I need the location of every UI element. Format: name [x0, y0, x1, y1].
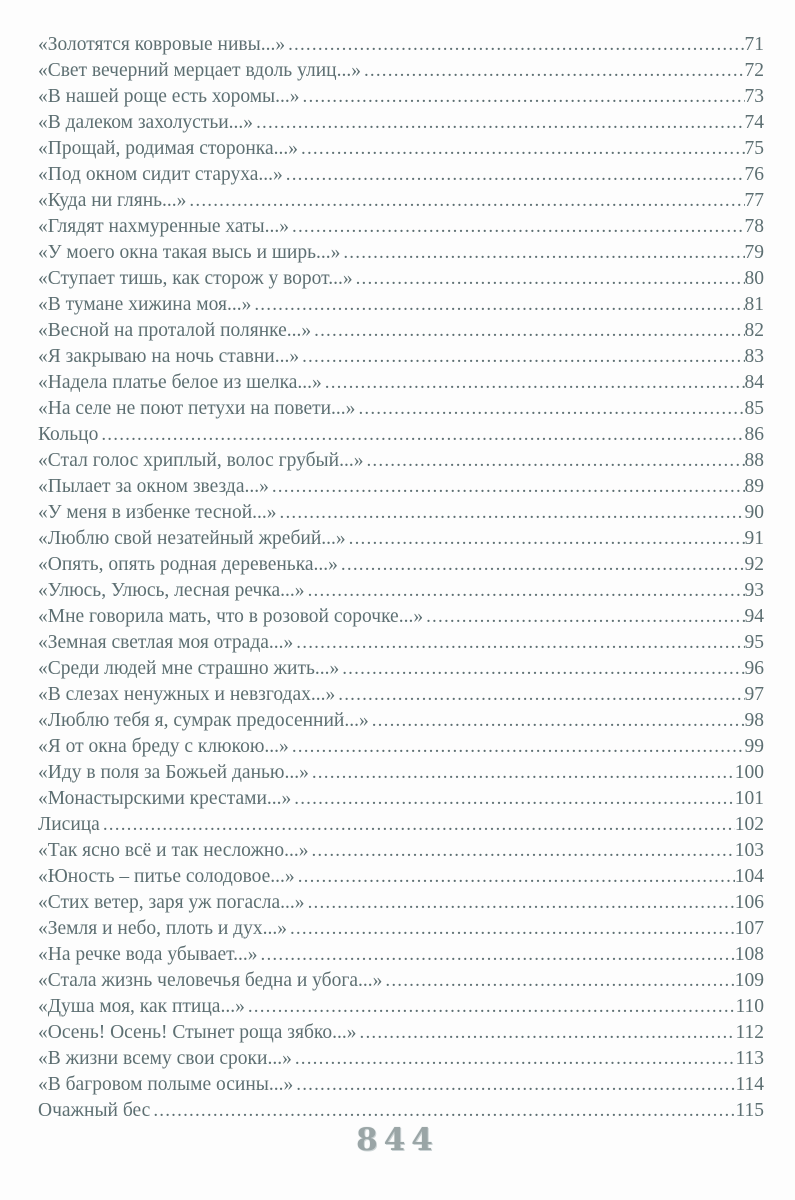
- toc-entry-title: «В нашей роще есть хоромы...»: [38, 86, 300, 107]
- toc-entry-title: Лисица: [38, 814, 100, 835]
- toc-entry-page-number: 110: [735, 996, 764, 1017]
- toc-entry-page-number: 77: [744, 190, 764, 211]
- dotted-leader: [292, 214, 744, 240]
- toc-entry-page-number: 74: [744, 112, 764, 133]
- toc-entry-title: «Люблю тебя я, сумрак предосенний...»: [38, 710, 369, 731]
- toc-entry-page-number: 108: [734, 944, 764, 965]
- toc-entry-row: [38, 1020, 764, 1046]
- toc-entry-title: «Прощай, родимая сторонка...»: [38, 138, 299, 159]
- toc-entry-row: [38, 734, 764, 760]
- dotted-leader: [426, 604, 744, 630]
- dotted-leader: [343, 240, 744, 266]
- dotted-leader: [341, 552, 745, 578]
- dotted-leader: [372, 708, 745, 734]
- dotted-leader: [280, 500, 745, 526]
- toc-entry-title: «Душа моя, как птица...»: [38, 996, 245, 1017]
- toc-entry-page-number: 96: [744, 658, 764, 679]
- toc-entry-row: [38, 370, 764, 396]
- toc-entry-row: [38, 942, 764, 968]
- toc-entry-title: Кольцо: [38, 424, 99, 445]
- toc-entry-row: [38, 656, 764, 682]
- toc-entry-title: «Под окном сидит старуха...»: [38, 164, 283, 185]
- toc-entry-title: «На селе не поют петухи на повети...»: [38, 398, 356, 419]
- toc-entry-row: [38, 760, 764, 786]
- toc-entry-page-number: 84: [744, 372, 764, 393]
- dotted-leader: [254, 292, 744, 318]
- dotted-leader: [248, 994, 736, 1020]
- toc-entry-title: «Надела платье белое из шелка...»: [38, 372, 322, 393]
- dotted-leader: [261, 942, 735, 968]
- dotted-leader: [103, 812, 735, 838]
- toc-entry-row: [38, 136, 764, 162]
- toc-entry-row: [38, 84, 764, 110]
- toc-entry-title: «У моего окна такая высь и ширь...»: [38, 242, 341, 263]
- toc-entry-page-number: 99: [744, 736, 764, 757]
- toc-entry-title: «В слезах ненужных и невзгодах...»: [38, 684, 336, 705]
- toc-entry-title: «Среди людей мне страшно жить...»: [38, 658, 340, 679]
- toc-entry-title: «Земля и небо, плоть и дух...»: [38, 918, 287, 939]
- toc-entry-page-number: 73: [744, 86, 764, 107]
- toc-entry-row: [38, 812, 764, 838]
- toc-entry-page-number: 86: [744, 424, 764, 445]
- toc-entry-page-number: 103: [734, 840, 764, 861]
- toc-entry-title: «Я закрываю на ночь ставни...»: [38, 346, 300, 367]
- toc-entry-row: [38, 916, 764, 942]
- toc-entry-title: «Я от окна бреду с клюкою...»: [38, 736, 289, 757]
- toc-entry-page-number: 92: [744, 554, 764, 575]
- toc-entry-title: «Опять, опять родная деревенька...»: [38, 554, 338, 575]
- toc-entry-page-number: 80: [744, 268, 764, 289]
- toc-entry-title: «Куда ни глянь...»: [38, 190, 187, 211]
- toc-entry-page-number: 83: [744, 346, 764, 367]
- dotted-leader: [296, 1072, 735, 1098]
- dotted-leader: [295, 1046, 736, 1072]
- toc-entry-row: [38, 1098, 764, 1124]
- toc-entry-page-number: 106: [734, 892, 764, 913]
- toc-entry-page-number: 81: [744, 294, 764, 315]
- toc-entry-row: [38, 292, 764, 318]
- toc-entry-title: «Весной на проталой полянке...»: [38, 320, 312, 341]
- dotted-leader: [288, 32, 744, 58]
- toc-entry-page-number: 97: [744, 684, 764, 705]
- toc-entry-row: [38, 318, 764, 344]
- toc-entry-title: Очажный бес: [38, 1100, 151, 1121]
- toc-entry-page-number: 98: [744, 710, 764, 731]
- dotted-leader: [325, 370, 745, 396]
- toc-entry-page-number: 71: [744, 34, 764, 55]
- toc-entry-page-number: 76: [744, 164, 764, 185]
- toc-entry-title: «Мне говорила мать, что в розовой сорочке...»: [38, 606, 424, 627]
- toc-entry-title: «Улюсь, Улюсь, лесная речка...»: [38, 580, 305, 601]
- toc-entry-row: [38, 552, 764, 578]
- toc-entry-row: [38, 604, 764, 630]
- toc-entry-row: [38, 864, 764, 890]
- toc-entry-row: [38, 162, 764, 188]
- toc-entry-title: «В жизни всему свои сроки...»: [38, 1048, 292, 1069]
- toc-entry-row: [38, 708, 764, 734]
- toc-entry-title: «В далеком захолустьи...»: [38, 112, 254, 133]
- toc-entry-title: «Свет вечерний мерцает вдоль улиц...»: [38, 60, 361, 81]
- toc-entry-title: «Так ясно всё и так несложно...»: [38, 840, 309, 861]
- toc-entry-title: «Глядят нахмуренные хаты...»: [38, 216, 290, 237]
- toc-entry-row: [38, 526, 764, 552]
- toc-entry-row: [38, 422, 764, 448]
- toc-entry-page-number: 100: [734, 762, 764, 783]
- toc-entry-title: «Стала жизнь человечья бедна и убога...»: [38, 970, 383, 991]
- dotted-leader: [296, 630, 744, 656]
- toc-entry-row: [38, 448, 764, 474]
- toc-entry-row: [38, 214, 764, 240]
- toc-entry-page-number: 82: [744, 320, 764, 341]
- toc-entry-title: «Золотятся ковровые нивы...»: [38, 34, 286, 55]
- toc-entry-page-number: 113: [735, 1048, 764, 1069]
- toc-entry-page-number: 104: [734, 866, 764, 887]
- dotted-leader: [294, 786, 734, 812]
- toc-entry-page-number: 78: [744, 216, 764, 237]
- toc-entry-title: «Юность – питье солодовое...»: [38, 866, 295, 887]
- dotted-leader: [303, 84, 745, 110]
- dotted-leader: [349, 526, 745, 552]
- toc-entry-page-number: 114: [735, 1074, 764, 1095]
- toc-entry-title: «Земная светлая моя отрада...»: [38, 632, 294, 653]
- toc-entry-page-number: 85: [744, 398, 764, 419]
- toc-entry-row: [38, 682, 764, 708]
- dotted-leader: [366, 448, 744, 474]
- dotted-leader: [308, 578, 745, 604]
- toc-entry-title: «У меня в избенке тесной...»: [38, 502, 277, 523]
- toc-entry-row: [38, 266, 764, 292]
- dotted-leader: [360, 1020, 736, 1046]
- dotted-leader: [301, 136, 744, 162]
- dotted-leader: [153, 1098, 735, 1124]
- toc-entry-row: [38, 630, 764, 656]
- dotted-leader: [286, 162, 745, 188]
- toc-entry-title: «В тумане хижина моя...»: [38, 294, 252, 315]
- dotted-leader: [342, 656, 744, 682]
- toc-entry-page-number: 90: [744, 502, 764, 523]
- dotted-leader: [311, 838, 734, 864]
- toc-entry-page-number: 89: [744, 476, 764, 497]
- toc-entry-title: «Монастырскими крестами...»: [38, 788, 292, 809]
- toc-entry-page-number: 112: [735, 1022, 764, 1043]
- dotted-leader: [189, 188, 744, 214]
- toc-entry-row: [38, 786, 764, 812]
- toc-entry-row: [38, 32, 764, 58]
- toc-entry-page-number: 115: [735, 1100, 764, 1121]
- toc-entry-row: [38, 890, 764, 916]
- toc-entry-row: [38, 968, 764, 994]
- toc-entry-page-number: 107: [734, 918, 764, 939]
- toc-entry-row: [38, 838, 764, 864]
- dotted-leader: [101, 422, 744, 448]
- dotted-leader: [256, 110, 744, 136]
- dotted-leader: [290, 916, 735, 942]
- toc-entry-page-number: 91: [744, 528, 764, 549]
- toc-entry-row: [38, 188, 764, 214]
- toc-entry-row: [38, 396, 764, 422]
- dotted-leader: [385, 968, 734, 994]
- dotted-leader: [356, 266, 745, 292]
- toc-entry-title: «Осень! Осень! Стынет роща зябко...»: [38, 1022, 357, 1043]
- toc-list: [38, 32, 764, 1124]
- toc-entry-title: «Пылает за окном звезда...»: [38, 476, 269, 497]
- toc-entry-title: «В багровом полыме осины...»: [38, 1074, 294, 1095]
- dotted-leader: [358, 396, 744, 422]
- toc-entry-page-number: 75: [744, 138, 764, 159]
- toc-entry-page-number: 109: [734, 970, 764, 991]
- dotted-leader: [272, 474, 745, 500]
- toc-entry-title: «На речке вода убывает...»: [38, 944, 258, 965]
- toc-entry-row: [38, 1046, 764, 1072]
- toc-entry-title: «Ступает тишь, как сторож у ворот...»: [38, 268, 353, 289]
- toc-entry-row: [38, 578, 764, 604]
- toc-entry-row: [38, 994, 764, 1020]
- toc-entry-row: [38, 344, 764, 370]
- toc-entry-title: «Стал голос хриплый, волос грубый...»: [38, 450, 364, 471]
- dotted-leader: [312, 760, 735, 786]
- toc-entry-page-number: 93: [744, 580, 764, 601]
- dotted-leader: [308, 890, 735, 916]
- toc-entry-row: [38, 240, 764, 266]
- toc-entry-page-number: 102: [734, 814, 764, 835]
- toc-entry-title: «Стих ветер, заря уж погасла...»: [38, 892, 305, 913]
- toc-entry-page-number: 95: [744, 632, 764, 653]
- toc-entry-title: «Люблю свой незатейный жребий...»: [38, 528, 346, 549]
- toc-entry-page-number: 101: [734, 788, 764, 809]
- toc-entry-row: [38, 110, 764, 136]
- dotted-leader: [292, 734, 745, 760]
- toc-entry-row: [38, 474, 764, 500]
- folio-page-number: 844: [356, 1122, 439, 1158]
- toc-entry-row: [38, 500, 764, 526]
- toc-entry-row: [38, 1072, 764, 1098]
- toc-entry-page-number: 88: [744, 450, 764, 471]
- dotted-leader: [302, 344, 744, 370]
- toc-entry-row: [38, 58, 764, 84]
- dotted-leader: [298, 864, 735, 890]
- toc-entry-title: «Иду в поля за Божьей данью...»: [38, 762, 309, 783]
- toc-entry-page-number: 94: [744, 606, 764, 627]
- toc-entry-page-number: 79: [744, 242, 764, 263]
- dotted-leader: [338, 682, 744, 708]
- dotted-leader: [314, 318, 744, 344]
- dotted-leader: [364, 58, 745, 84]
- toc-entry-page-number: 72: [744, 60, 764, 81]
